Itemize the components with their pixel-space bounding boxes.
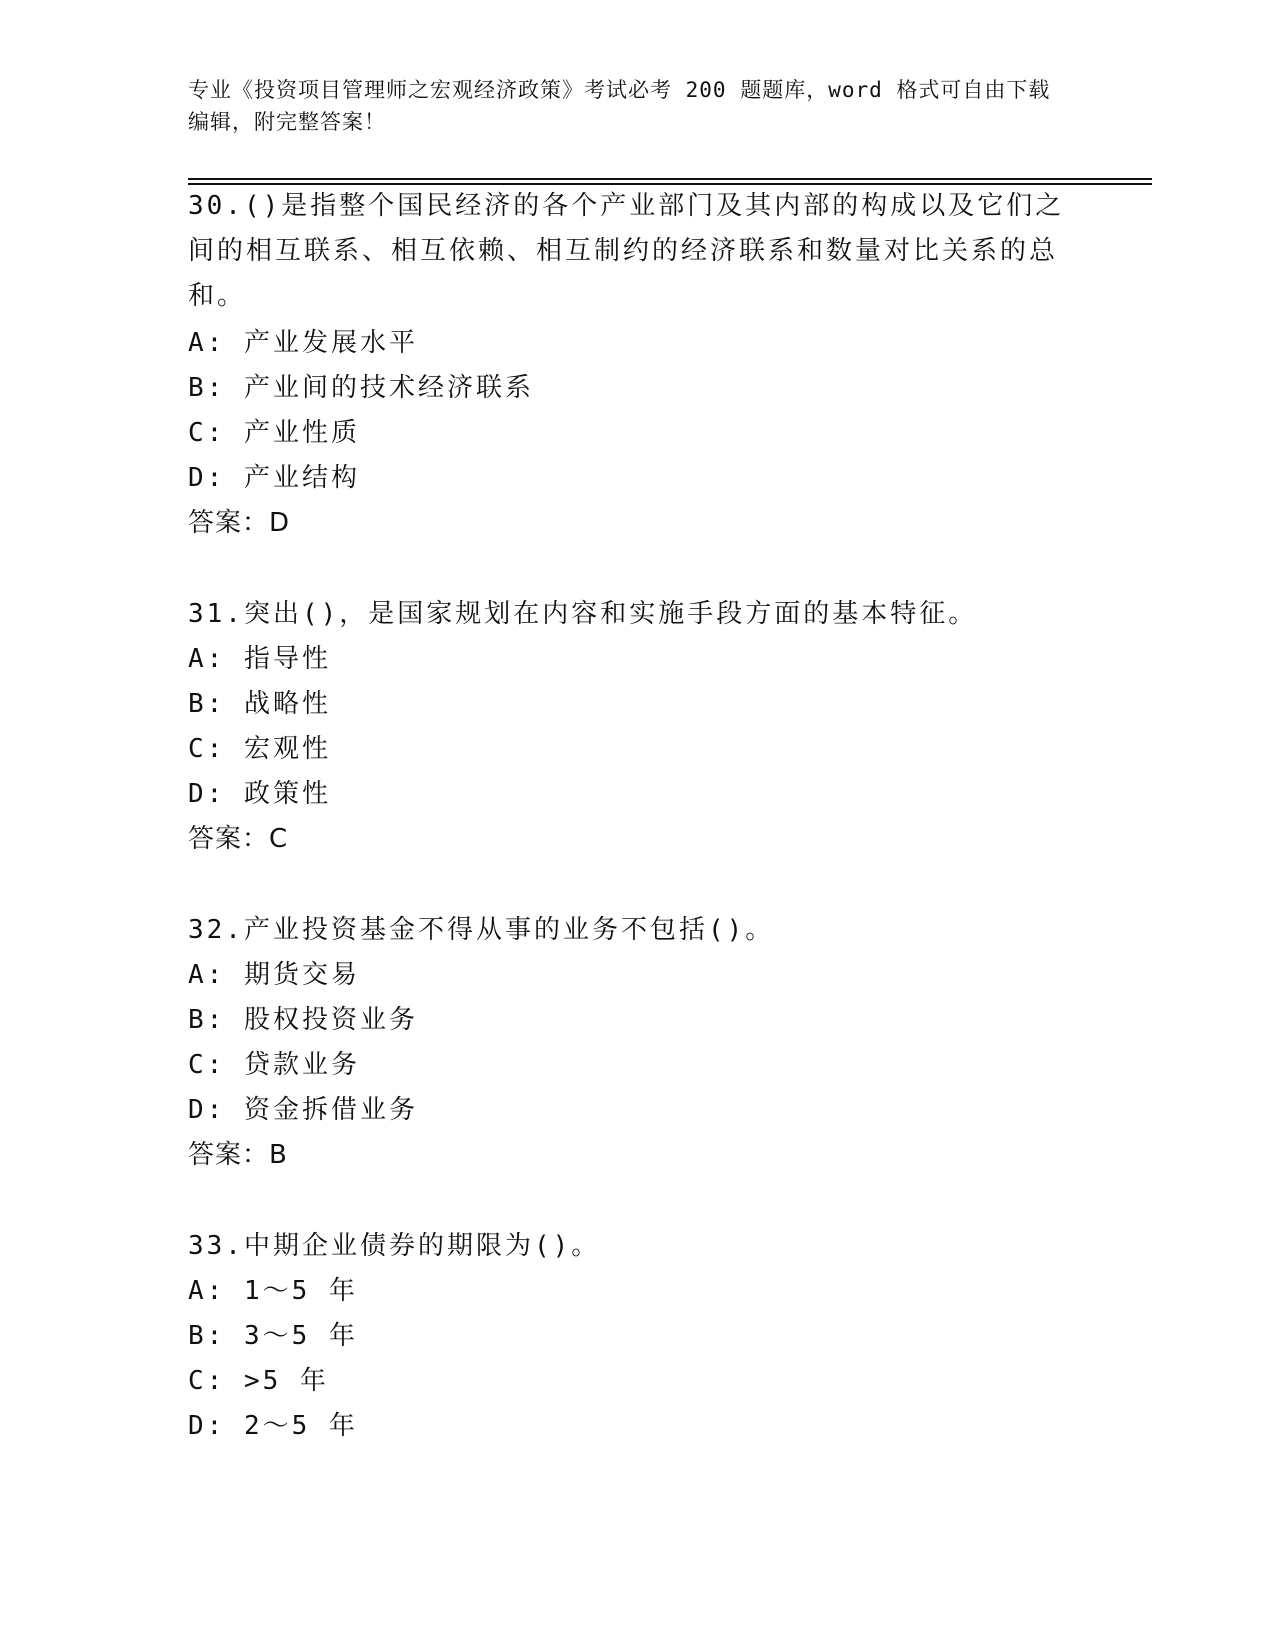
question-stem: 31.突出()，是国家规划在内容和实施手段方面的基本特征。 <box>188 599 978 629</box>
header-rule-top <box>188 178 1152 180</box>
question-30 <box>188 184 1078 546</box>
option-b: B: 产业间的技术经济联系 <box>188 373 534 403</box>
option-d: D: 2～5 年 <box>188 1411 358 1441</box>
option-b: B: 3～5 年 <box>188 1321 358 1351</box>
option-d: D: 资金拆借业务 <box>188 1095 418 1125</box>
question-stem: 30.()是指整个国民经济的各个产业部门及其内部的构成以及它们之间的相互联系、相互依赖、相互制约的经济联系和数量对比关系的总和。 <box>188 191 1065 311</box>
option-a: A: 1～5 年 <box>188 1276 358 1306</box>
option-c: C: 产业性质 <box>188 418 360 448</box>
option-a: A: 产业发展水平 <box>188 328 418 358</box>
answer: 答案：D <box>188 508 291 538</box>
option-b: B: 战略性 <box>188 689 331 719</box>
option-a: A: 指导性 <box>188 644 331 674</box>
answer: 答案：C <box>188 824 289 854</box>
option-c: C: 贷款业务 <box>188 1050 360 1080</box>
document-header: 专业《投资项目管理师之宏观经济政策》考试必考 200 题题库，word 格式可自由下载编辑，附完整答案！ <box>188 78 1051 134</box>
option-c: C: >5 年 <box>188 1366 329 1396</box>
option-c: C: 宏观性 <box>188 734 331 764</box>
question-32 <box>188 908 1078 1178</box>
option-b: B: 股权投资业务 <box>188 1005 418 1035</box>
option-a: A: 期货交易 <box>188 960 360 990</box>
answer: 答案：B <box>188 1140 288 1170</box>
question-33 <box>188 1224 1078 1449</box>
question-31 <box>188 592 1078 862</box>
option-d: D: 产业结构 <box>188 463 360 493</box>
question-stem: 33.中期企业债券的期限为()。 <box>188 1231 601 1261</box>
option-d: D: 政策性 <box>188 779 331 809</box>
question-stem: 32.产业投资基金不得从事的业务不包括()。 <box>188 915 775 945</box>
